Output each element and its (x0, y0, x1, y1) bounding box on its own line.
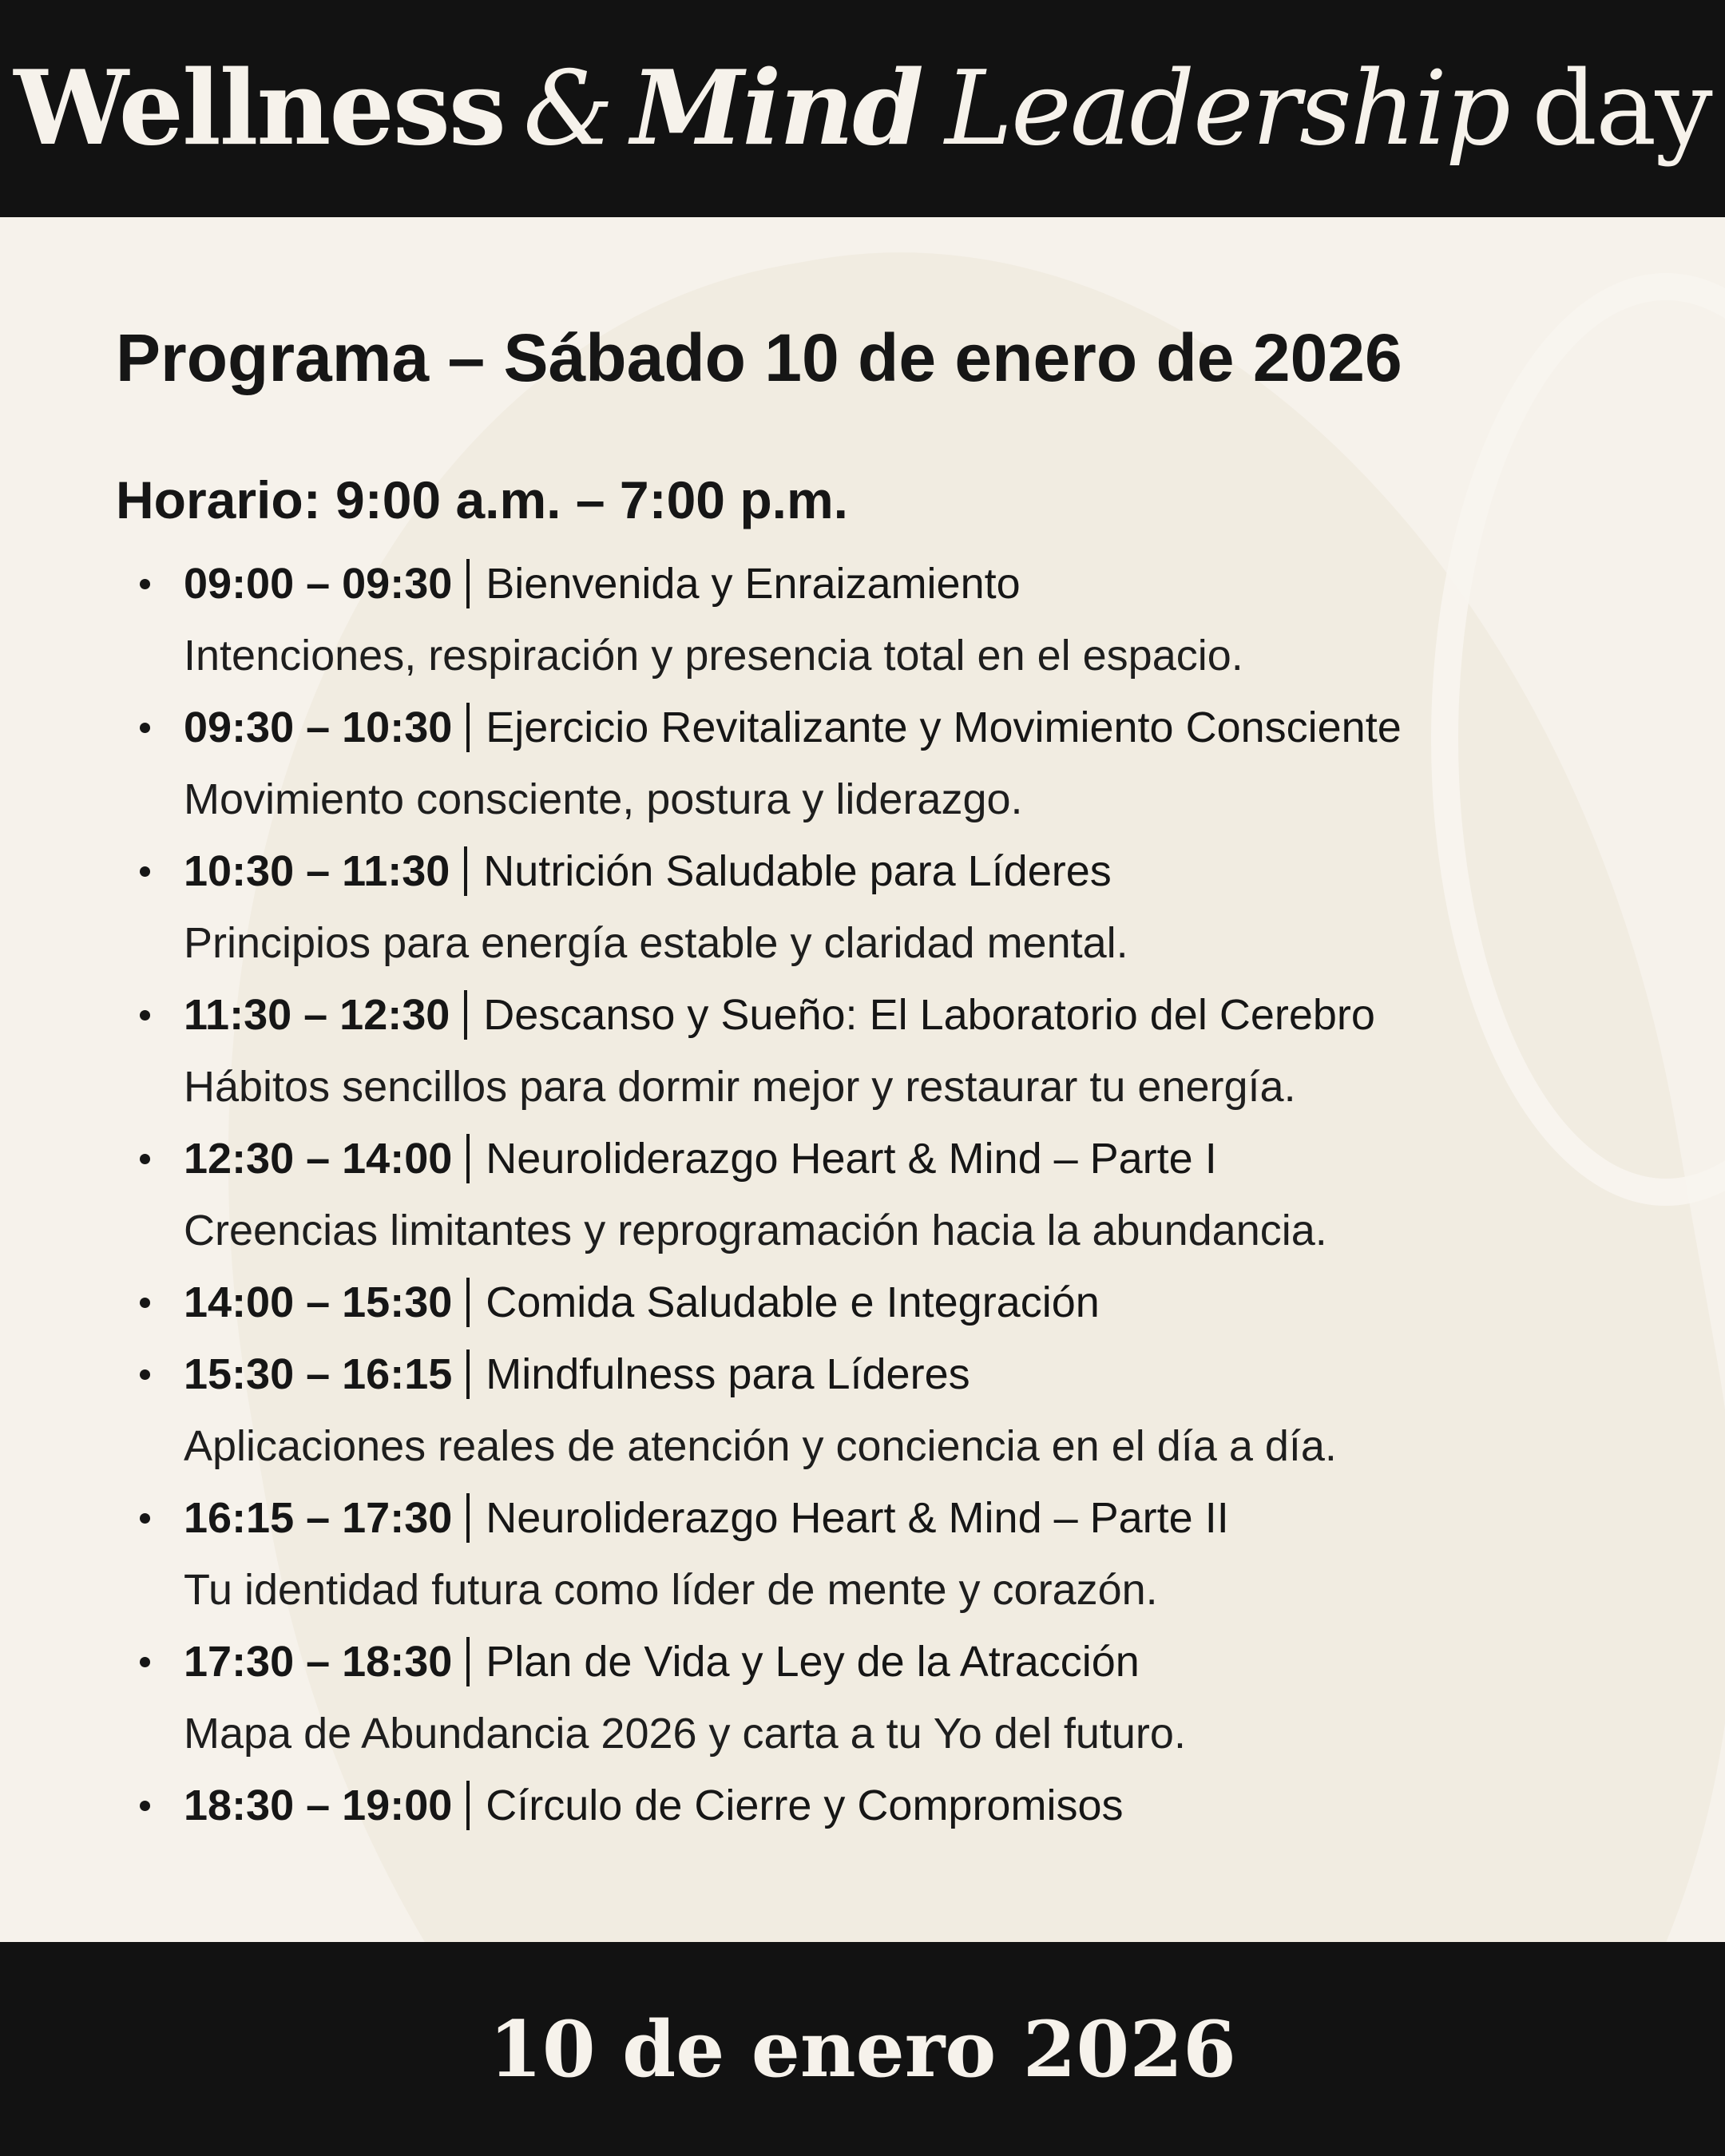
schedule-item-title: Bienvenida y Enraizamiento (486, 560, 1021, 608)
schedule-item (116, 835, 1633, 979)
schedule-item-description: Principios para energía estable y claridad mental. (184, 919, 1128, 967)
title-mind: Mind (630, 49, 922, 168)
schedule-item-time: 10:30 – 11:30 (184, 847, 450, 895)
bullet-icon (140, 866, 150, 877)
schedule-item-title: Neuroliderazgo Heart & Mind – Parte I (486, 1135, 1217, 1183)
schedule-item-time: 18:30 – 19:00 (184, 1781, 453, 1829)
schedule-item-description: Creencias limitantes y reprogramación hacia la abundancia. (184, 1207, 1327, 1254)
bullet-icon (140, 1657, 150, 1667)
schedule-item-time: 17:30 – 18:30 (184, 1638, 453, 1686)
separator-bar (466, 1278, 470, 1327)
title-day: day (1532, 49, 1711, 168)
title-leadership: Leadership (945, 49, 1509, 168)
schedule-item-title: Ejercicio Revitalizante y Movimiento Consciente (486, 703, 1402, 751)
schedule-item-title: Comida Saludable e Integración (486, 1278, 1100, 1326)
schedule-item-heading (184, 1266, 1633, 1338)
title-wellness: Wellness (14, 49, 505, 168)
schedule-item (116, 1482, 1633, 1626)
schedule-item (116, 979, 1633, 1123)
schedule-item (116, 1770, 1633, 1841)
schedule-item (116, 692, 1633, 835)
bullet-icon (140, 1298, 150, 1308)
schedule-item-description: Mapa de Abundancia 2026 y carta a tu Yo del futuro. (184, 1710, 1186, 1758)
program-section (0, 217, 1725, 1942)
separator-bar (466, 1134, 470, 1183)
schedule-item-time: 14:00 – 15:30 (184, 1278, 453, 1326)
separator-bar (464, 846, 467, 896)
schedule-item-title: Descanso y Sueño: El Laboratorio del Cerebro (483, 991, 1375, 1039)
schedule-item-time: 15:30 – 16:15 (184, 1350, 453, 1398)
schedule-item-time: 12:30 – 14:00 (184, 1135, 453, 1183)
schedule-item-heading (184, 1482, 1633, 1554)
schedule-item-heading (184, 979, 1633, 1051)
bullet-icon (140, 1513, 150, 1524)
schedule-item-time: 16:15 – 17:30 (184, 1494, 453, 1542)
schedule-item-title: Mindfulness para Líderes (486, 1350, 970, 1398)
footer-date: 10 de enero 2026 (489, 2003, 1236, 2095)
schedule-item (116, 1338, 1633, 1482)
bullet-icon (140, 723, 150, 733)
schedule-item (116, 1266, 1633, 1338)
bullet-icon (140, 1154, 150, 1164)
schedule-item-heading (184, 1123, 1633, 1195)
schedule-item-heading (184, 548, 1633, 620)
schedule-item (116, 1123, 1633, 1266)
separator-bar (466, 1349, 470, 1399)
schedule-item-description: Movimiento consciente, postura y liderazgo. (184, 775, 1023, 823)
separator-bar (466, 559, 470, 608)
schedule-item-description: Tu identidad futura como líder de mente y corazón. (184, 1566, 1158, 1614)
schedule-item-heading (184, 1626, 1633, 1698)
schedule-item-title: Nutrición Saludable para Líderes (483, 847, 1112, 895)
schedule-item-heading (184, 835, 1633, 907)
schedule-item-description: Hábitos sencillos para dormir mejor y restaurar tu energía. (184, 1063, 1296, 1111)
schedule-item-time: 09:30 – 10:30 (184, 703, 453, 751)
schedule-item-description: Aplicaciones reales de atención y conciencia en el día a día. (184, 1422, 1337, 1470)
bullet-icon (140, 579, 150, 589)
schedule-item-time: 09:00 – 09:30 (184, 560, 453, 608)
separator-bar (466, 703, 470, 752)
schedule-item-heading (184, 1770, 1633, 1841)
schedule-item-heading (184, 692, 1633, 763)
separator-bar (466, 1781, 470, 1830)
separator-bar (466, 1637, 470, 1686)
separator-bar (466, 1493, 470, 1543)
schedule-item-title: Plan de Vida y Ley de la Atracción (486, 1638, 1140, 1686)
separator-bar (464, 990, 467, 1040)
schedule-item (116, 548, 1633, 692)
schedule-item-heading (184, 1338, 1633, 1410)
bullet-icon (140, 1010, 150, 1021)
schedule-item-description: Intenciones, respiración y presencia total en el espacio. (184, 632, 1243, 680)
schedule-hours: Horario: 9:00 a.m. – 7:00 p.m. (116, 470, 849, 529)
bullet-icon (140, 1801, 150, 1811)
schedule-list (116, 548, 1633, 1841)
schedule-item (116, 1626, 1633, 1770)
schedule-item-time: 11:30 – 12:30 (184, 991, 450, 1039)
header-banner (0, 0, 1725, 217)
footer-banner (0, 1942, 1725, 2156)
schedule-item-title: Círculo de Cierre y Compromisos (486, 1781, 1124, 1829)
program-title: Programa – Sábado 10 de enero de 2026 (116, 320, 1402, 395)
schedule-item-title: Neuroliderazgo Heart & Mind – Parte II (486, 1494, 1229, 1542)
bullet-icon (140, 1369, 150, 1380)
title-ampersand: & (523, 49, 613, 168)
